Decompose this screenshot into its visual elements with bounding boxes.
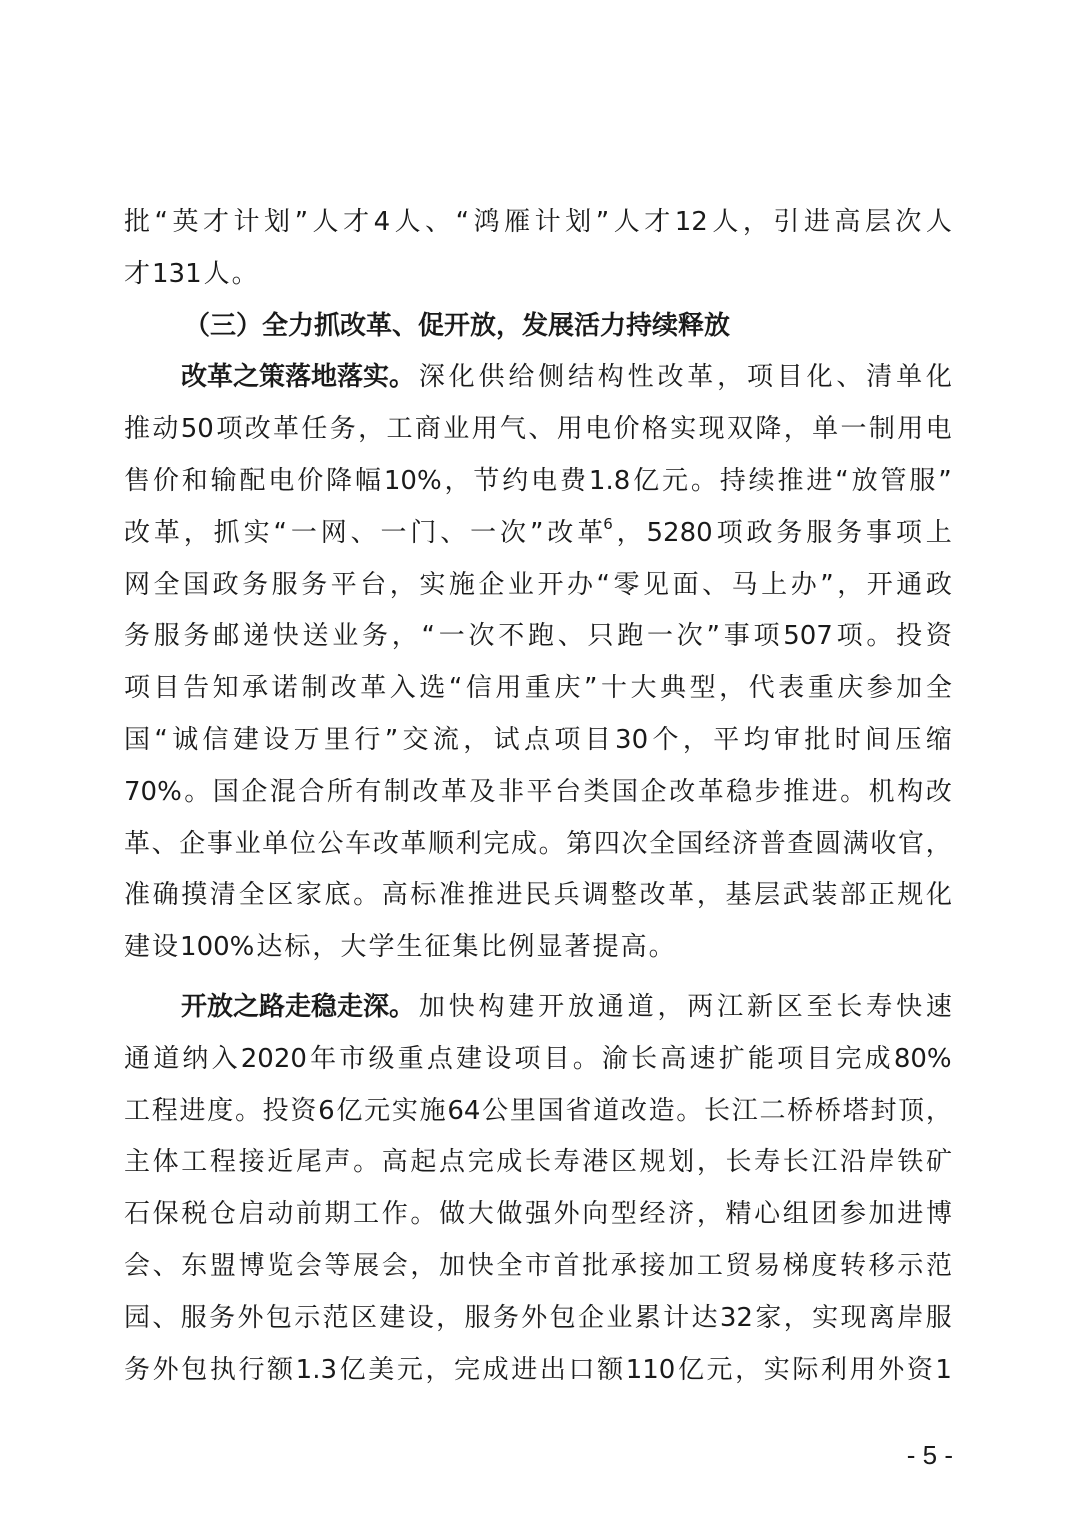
text-line: 会 、 东 盟 博 览 会 等 展 会 ， 加 快 全 市 首 批 承 接 加 工 贸 易 梯 度 转 移 示 范: [124, 1250, 952, 1281]
text-line: 主 体 工 程 接 近 尾 声 。 高 起 点 完 成 长 寿 港 区 规 划 ， 长 寿 长 江 沿 岸 铁 矿: [124, 1147, 952, 1178]
text-line: 务 外 包 执 行 额 1.3 亿 美 元 ， 完 成 进 出 口 额 110 亿 元 ， 实 际 利 用 外 资 1: [124, 1354, 952, 1385]
text-line: 批 “ 英 才 计 划 ” 人 才 4 人 、 “ 鸿 雁 计 划 ” 人 才 12 人 ， 引 进 高 层 次 人: [124, 207, 952, 237]
text-line: 石 保 税 仓 启 动 前 期 工 作 。 做 大 做 强 外 向 型 经 济 ， 精 心 组 团 参 加 进 博: [124, 1199, 952, 1230]
intro-paragraph: [124, 197, 952, 301]
opening-first-line: 开放之路走稳走深。 加 快 构 建 开 放 通 道 ， 两 江 新 区 至 长 寿 快 速: [124, 982, 952, 1034]
text-line: 国 “ 诚 信 建 设 万 里 行 ” 交 流 ， 试 点 项 目 30 个 ， 平 均 审 批 时 间 压 缩: [124, 724, 952, 755]
text-line: 通 道 纳 入 2020 年 市 级 重 点 建 设 项 目 。 渝 长 高 速 扩 能 项 目 完 成 80%: [124, 1043, 952, 1074]
text-line: 务 服 务 邮 递 快 送 业 务 ， “ 一 次 不 跑 、 只 跑 一 次 ” 事 项 507 项 。 投 资: [124, 621, 952, 652]
document-body: [124, 197, 952, 1396]
text-line: 70% 。 国 企 混 合 所 有 制 改 革 及 非 平 台 类 国 企 改 革 稳 步 推 进 。 机 构 改: [124, 776, 952, 807]
reform-first-line: 改革之策落地落实。 深 化 供 给 侧 结 构 性 改 革 ， 项 目 化 、 清 单 化: [124, 352, 952, 404]
footnote-line: 改 革 ， 抓 实 “ 一 网 、 一 门 、 一 次 ” 改 革$^6$ ， 5280 项 政 务 服 务 事 项 上: [124, 515, 952, 548]
text-line: 项 目 告 知 承 诺 制 改 革 入 选 “ 信 用 重 庆 ” 十 大 典 型 ， 代 表 重 庆 参 加 全: [124, 673, 952, 704]
text-line: 才 131 人 。: [124, 258, 258, 289]
text-line: 售 价 和 输 配 电 价 降 幅 10% ， 节 约 电 费 1.8 亿 元 。 持 续 推 进 “ 放 管 服 ”: [124, 465, 952, 496]
reform-lead: 改革之策落地落实。: [181, 362, 416, 393]
text-line: 革 、 企 事 业 单 位 公 车 改 革 顺 利 完 成 。 第 四 次 全 国 经 济 普 查 圆 满 收 官 ，: [124, 828, 952, 859]
text-line: 准 确 摸 清 全 区 家 底 。 高 标 准 推 进 民 兵 调 整 改 革 ， 基 层 武 装 部 正 规 化: [124, 880, 952, 911]
text-line: 网 全 国 政 务 服 务 平 台 ， 实 施 企 业 开 办 “ 零 见 面 、 马 上 办 ” ， 开 通 政: [124, 569, 952, 600]
text-line: 建 设 100% 达 标 ， 大 学 生 征 集 比 例 显 著 提 高 。: [124, 932, 675, 963]
section-heading: （三）全力抓改革、促开放，发展活力持续释放: [184, 310, 731, 341]
text-line: 园 、 服 务 外 包 示 范 区 建 设 ， 服 务 外 包 企 业 累 计 达 32 家 ， 实 现 离 岸 服: [124, 1302, 952, 1333]
page-number: - 5 -: [906, 1440, 953, 1470]
opening-paragraph: [124, 982, 952, 1396]
text-line: 推 动 50 项 改 革 任 务 ， 工 商 业 用 气 、 用 电 价 格 实 现 双 降 ， 单 一 制 用 电: [124, 414, 952, 445]
opening-lead: 开放之路走稳走深。: [181, 991, 416, 1022]
reform-paragraph: [124, 352, 952, 974]
text-line: 工 程 进 度 。 投 资 6 亿 元 实 施 64 公 里 国 省 道 改 造 。 长 江 二 桥 桥 塔 封 顶 ，: [124, 1095, 952, 1126]
